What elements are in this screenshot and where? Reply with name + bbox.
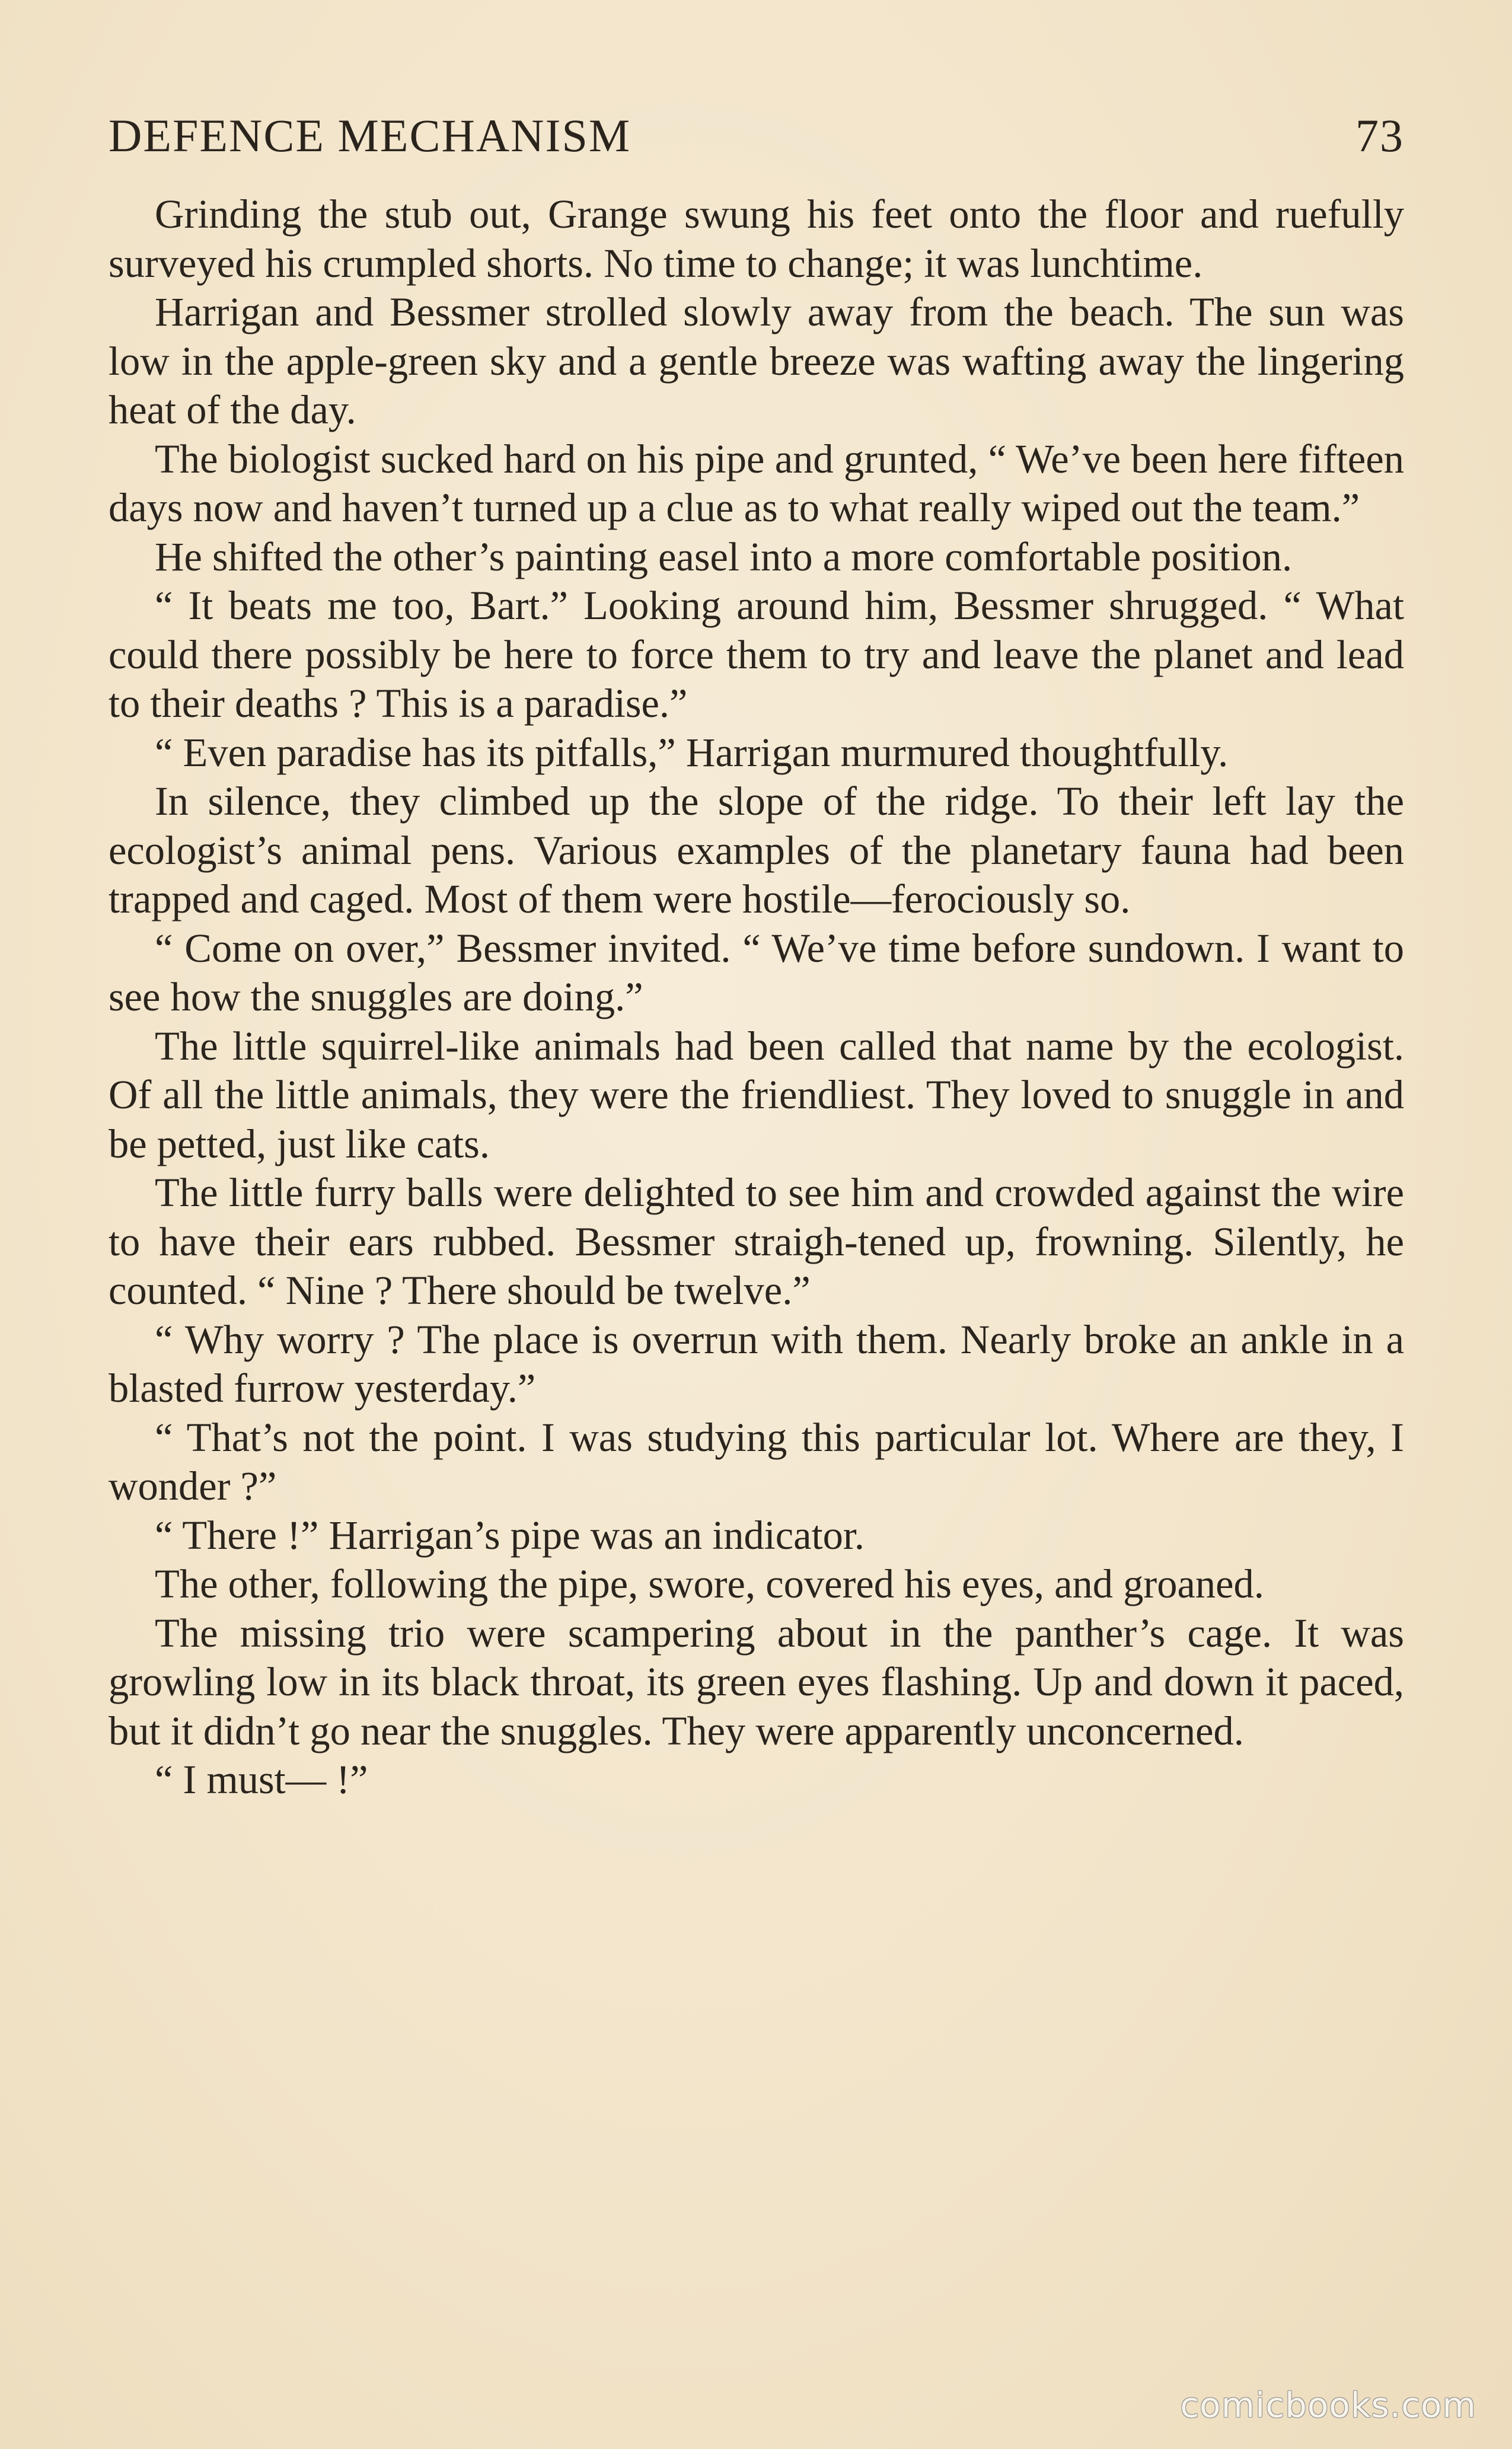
paragraph: Grinding the stub out, Grange swung his feet onto the floor and ruefully surveyed his crumpled shorts. No time to change; it was lunchtime. — [109, 192, 1404, 286]
paragraph: The biologist sucked hard on his pipe and grunted, “ We’ve been here fifteen days now and haven’t turned up a clue as to what really wiped out the team.” — [109, 436, 1404, 530]
paragraph: “ That’s not the point. I was studying this particular lot. Where are they, I wonder ?” — [109, 1414, 1404, 1509]
running-head — [109, 110, 1404, 161]
paragraph: “ Why worry ? The place is overrun with them. Nearly broke an ankle in a blasted furrow yesterday.” — [109, 1316, 1404, 1411]
paragraph: He shifted the other’s painting easel into a more comfortable position. — [155, 534, 1293, 579]
paragraph: In silence, they climbed up the slope of the ridge. To their left lay the ecologist’s animal pens. Various examples of the planetary fauna had been trapped and caged. Most of them were hostile—ferociously so. — [109, 779, 1404, 921]
paragraph: The other, following the pipe, swore, covered his eyes, and groaned. — [155, 1561, 1264, 1606]
paragraph: “ I must— !” — [155, 1757, 368, 1802]
paragraph: “ Come on over,” Bessmer invited. “ We’ve time before sundown. I want to see how the snuggles are doing.” — [109, 925, 1404, 1019]
book-page — [109, 110, 1404, 1804]
paragraph: The little furry balls were delighted to see him and crowded against the wire to have their ears rubbed. Bessmer straigh-tened up, frowning. Silently, he counted. “ Nine ? There should be twelve.” — [109, 1170, 1404, 1313]
paragraph: “ There !” Harrigan’s pipe was an indicator. — [155, 1512, 865, 1558]
paragraph: The little squirrel-like animals had been called that name by the ecologist. Of all the little animals, they were the friendliest. They loved to snuggle in and be petted, just like cats. — [109, 1023, 1404, 1166]
paragraph: Harrigan and Bessmer strolled slowly away from the beach. The sun was low in the apple-green sky and a gentle breeze was wafting away the lingering heat of the day. — [109, 289, 1404, 432]
page-number: 73 — [1355, 110, 1404, 161]
running-title: DEFENCE MECHANISM — [109, 110, 631, 161]
watermark: comicbooks.com — [1180, 2385, 1476, 2425]
paragraph: The missing trio were scampering about in the panther’s cage. It was growling low in its black throat, its green eyes flashing. Up and down it paced, but it didn’t go near the snuggles. They were apparently unconcerned. — [109, 1610, 1404, 1753]
body-text — [109, 190, 1404, 1804]
paragraph: “ Even paradise has its pitfalls,” Harrigan murmured thoughtfully. — [155, 729, 1229, 775]
paragraph: “ It beats me too, Bart.” Looking around him, Bessmer shrugged. “ What could there possibly be here to force them to try and leave the planet and lead to their deaths ? This is a paradise.” — [109, 583, 1404, 726]
